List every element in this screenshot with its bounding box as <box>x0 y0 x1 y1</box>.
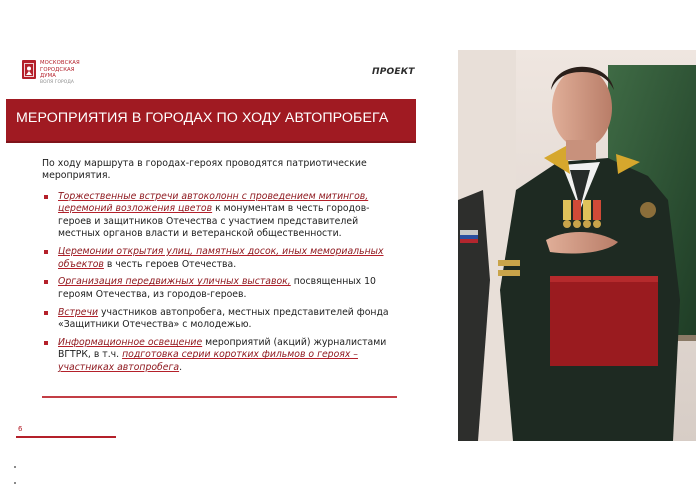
bullet-icon <box>44 195 48 199</box>
list-item <box>44 246 394 271</box>
title-banner <box>6 99 416 143</box>
page-number-line <box>16 436 116 438</box>
logo-line: МОСКОВСКАЯ <box>40 60 80 66</box>
logo-line: ГОРОДСКАЯ <box>40 66 75 73</box>
item-text: в честь героев Отечества. <box>103 258 237 270</box>
list-item <box>44 307 394 332</box>
list-item <box>44 276 394 301</box>
logo-motto: ВОЛЯ ГОРОДА <box>40 79 74 85</box>
scan-mark <box>14 482 16 484</box>
officer-photo <box>458 50 696 441</box>
item-highlight: Организация передвижных уличных выставок, <box>58 276 291 288</box>
item-highlight: подготовка серии коротких фильмов о героях – участниках автопробега <box>58 349 358 373</box>
scan-mark <box>14 466 16 468</box>
item-highlight: Информационное освещение <box>58 337 203 349</box>
item-highlight: Встречи <box>58 306 99 318</box>
item-text: участников автопробега, местных представителей фонда «Защитники Отечества» с молодежью. <box>58 306 389 331</box>
divider <box>42 396 397 398</box>
page-number: 6 <box>18 425 23 433</box>
item-text: мероприятий (акций) журналистами ВГТРК, в т.ч. <box>58 337 387 361</box>
bullet-icon <box>44 250 48 254</box>
item-highlight: Церемонии открытия улиц, памятных досок, иных мемориальных объектов <box>58 246 384 270</box>
intro-text: По ходу маршрута в городах-героях проводятся патриотические мероприятия. <box>42 158 367 181</box>
item-text: посвященных 10 героям Отечества, из городов-героев. <box>58 276 376 300</box>
item-highlight: Торжественные встречи автоколонн с проведением митингов, церемоний возложения цветов <box>58 191 369 215</box>
list-item <box>44 191 394 241</box>
item-text: к монументам в честь городов-героев и защитников Отечества с участием представителей местных органов власти и ветеранской общественности. <box>58 203 370 240</box>
logo-line: ДУМА <box>40 73 56 79</box>
project-label: ПРОЕКТ <box>372 67 415 77</box>
page-title: МЕРОПРИЯТИЯ В ГОРОДАХ ПО ХОДУ АВТОПРОБЕГА <box>16 110 389 126</box>
list-item <box>44 337 394 374</box>
bullet-icon <box>44 311 48 315</box>
bullet-icon <box>44 341 48 345</box>
duma-logo <box>22 60 80 86</box>
moscow-emblem-icon <box>22 60 36 79</box>
bullet-icon <box>44 280 48 284</box>
events-list <box>44 191 394 380</box>
item-text: . <box>179 361 183 373</box>
